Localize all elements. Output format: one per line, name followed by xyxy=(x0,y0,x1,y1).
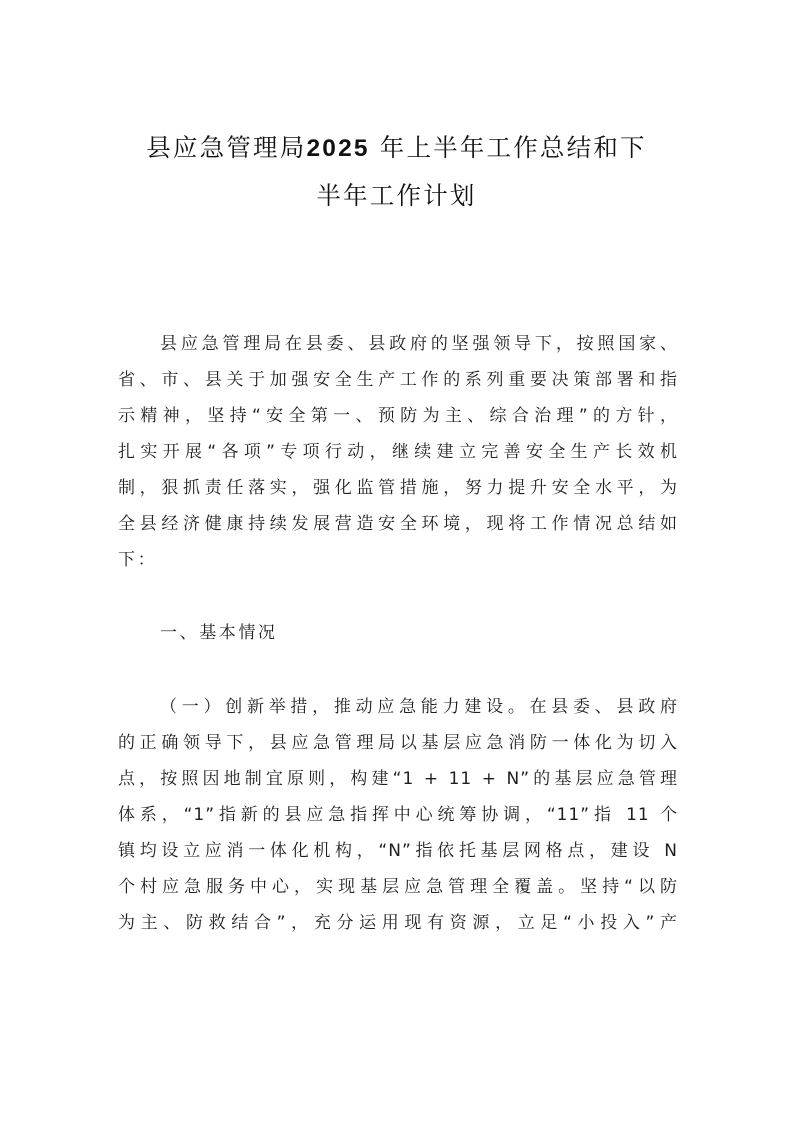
intro-line: 下： xyxy=(118,550,158,570)
section-heading: 一、基本情况 xyxy=(160,623,278,643)
section-line: （一）创新举措，推动应急能力建设。在县委、县政府 xyxy=(160,697,678,717)
intro-line: 省、市、县关于加强安全生产工作的系列重要决策部署和指 xyxy=(118,370,678,390)
intro-line: 县应急管理局在县委、县政府的坚强领导下，按照国家、 xyxy=(160,334,678,354)
document-title-line-1 xyxy=(100,133,693,164)
intro-line: 扎实开展“各项”专项行动，继续建立完善安全生产长效机 xyxy=(118,442,678,462)
title-year: 2025 xyxy=(306,135,370,162)
intro-line: 示精神，坚持“安全第一、预防为主、综合治理”的方针， xyxy=(118,406,678,426)
section-line: 镇均设立应消一体化机构，“N”指依托基层网格点，建设 N xyxy=(118,841,678,861)
title-suffix: 年上半年工作总结和下 xyxy=(369,133,647,162)
section-line: 点，按照因地制宜原则，构建“1 + 11 + N”的基层应急管理 xyxy=(118,769,678,789)
intro-line: 制，狠抓责任落实，强化监管措施，努力提升安全水平，为 xyxy=(118,478,678,498)
section-line: 个村应急服务中心，实现基层应急管理全覆盖。坚持“以防 xyxy=(118,877,678,897)
section-line: 为主、防救结合”，充分运用现有资源，立足“小投入”产 xyxy=(118,913,678,933)
section-line: 体系，“1”指新的县应急指挥中心统筹协调，“11”指 11 个 xyxy=(118,805,678,825)
section-line: 的正确领导下，县应急管理局以基层应急消防一体化为切入 xyxy=(118,733,678,753)
document-title-line-2: 半年工作计划 xyxy=(316,181,477,210)
title-prefix: 县应急管理局 xyxy=(146,133,307,162)
intro-line: 全县经济健康持续发展营造安全环境，现将工作情况总结如 xyxy=(118,514,678,534)
